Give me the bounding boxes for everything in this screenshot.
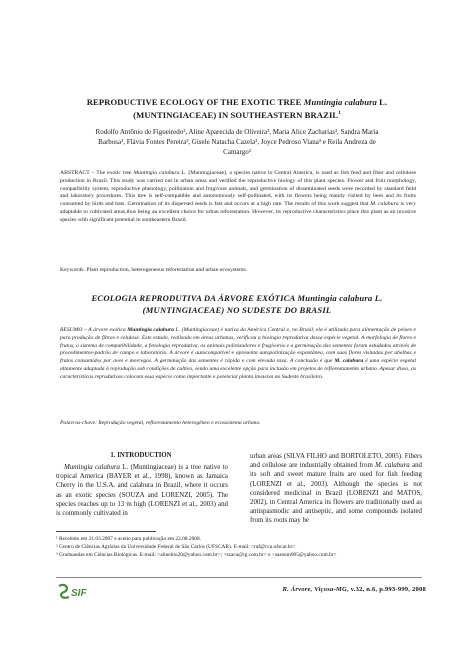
title-species: Muntingia calabura: [303, 97, 377, 107]
sif-logo-icon: [56, 582, 96, 602]
palavras-chave: Palavras-chave: Reprodução vegetal, reflorestamento heterogêneo e ecossistema urbano.: [60, 420, 261, 426]
pt-title-line-2: (MUNTINGIACEAE) NO SUDESTE DO BRASIL: [142, 305, 332, 315]
intro-left-column: [56, 463, 228, 518]
footnote: ³ Graduandas em Ciências Biológicas. E-mail: <alinebio20@yahoo.com.br>; <szaca@ig.com.br> e <saesum005@yahoo.com.br>: [56, 552, 337, 559]
portuguese-title: [40, 292, 434, 316]
resumo-species: M. calabura: [334, 358, 364, 365]
footnote: ¹ Recebido em 21.03.2007 e aceito para publicação em 22.08.2008.: [56, 536, 202, 542]
author-line: Camargo³: [223, 148, 251, 156]
author-line: Barbosa³, Flávia Fontes Pereira³, Gisele Natacha Cazela³, Joyce Pedroso Viana³ e Reila Andreza de: [98, 138, 376, 146]
resumo-text: é uma espécie vegetal altamente adaptada à reprodução sob condições de cultivo, sendo uma excelente opção para inclusão em projetos de reflorestamento urbano. Apesar disso, as características reprodutivas colocam essa espécie como importante e potencial planta invasiva no Sudeste brasileiro.: [60, 358, 416, 380]
resumo-species: Muntingia calabura: [127, 327, 174, 333]
resumo-text: L. (Muntingiaceae) é nativa da América Central e, no Brasil, ela é utilizada para alimentação de peixes e para produção de fibras e celulose. Este estudo, realizado em áreas urbanas, verificou a biologia reprodutiva dessa espécie vegetal. A morfologia de flores e frutos, o sistema de compatibilidade, a fenologia reprodutiva, os animais polinizadores e frugívoros e a germinação das sementes foram estudados através de procedimentos-padrão de campo e laboratório. A árvore é autocompatível e apresenta autopolinização espontânea, com suas flores visitadas por abelhas e frutos consumidos por aves e morcegos. A germinação das sementes é rápida e com elevada taxa. A conclusão é que: [60, 327, 416, 365]
title-text-end: L.: [376, 97, 388, 107]
footnote-divider: [56, 531, 156, 532]
pt-title-text: ECOLOGIA REPRODUTIVA DA ÁRVORE EXÓTICA: [91, 293, 298, 303]
resumo-lead: RESUMO – A árvore exótica: [60, 327, 128, 333]
abstract-species: M. calabura: [370, 201, 399, 208]
article-title: [40, 96, 434, 121]
footer-divider: [56, 577, 422, 578]
intro-species: M. calabura: [375, 462, 410, 470]
title-text: REPRODUCTIVE ECOLOGY OF THE EXOTIC TREE: [86, 97, 304, 107]
keywords: Keywords: Plant reproduction, heterogeneous reforestation and urban ecosystems.: [60, 267, 248, 273]
journal-volume: , v.32, n.6, p.993-999, 2008: [346, 586, 426, 593]
pt-title-text-end: L.: [372, 293, 383, 303]
resumo: [60, 327, 416, 382]
intro-text: and its soft and sweet mature fruits are used for fish feeding (LORENZI et al., 2003). Although the species is not considered medicinal in Brazil (LORENZI and MATOS, 2002), in Central America its flowers are traditionally used as antispasmodic and antiseptic, and some compounds isolated from its roots may be: [250, 462, 422, 525]
author-list: [40, 127, 434, 157]
abstract: [60, 170, 416, 225]
abstract-species: Muntingia calabura: [133, 170, 180, 176]
intro-species: Muntingia calabura: [64, 464, 120, 471]
intro-text: urban areas (SILVA FILHO and BORTOLETO, 2005). Fibers and cellulose are industrially obtained from: [250, 453, 422, 470]
author-line: Rodolfo Antônio de Figueiredo², Aline Aparecida de Oliveira³, Maria Alice Zacharias³, Sandra Maria: [95, 128, 379, 136]
footnote: ² Centro de Ciências Agrárias da Universidade Federal de São Carlos (UFSCAR). E-mail: <raf@cca.ufscar.br>.: [56, 544, 297, 551]
sif-logo: [56, 582, 96, 602]
pt-title-species: Muntingia calabura: [297, 293, 373, 303]
intro-right-column: [250, 452, 422, 526]
section-heading: 1. INTRODUCTION: [110, 452, 172, 459]
intro-text: L. (Muntingiaceae) is a tree native to tropical America (BAYER et al., 1998), known as Jamaica Cherry in the U.S.A. and calabura in Brazil, where it occurs as an exotic species (SOUZA and LORENZI, 2005). The species reaches up to 13 m high (LORENZI et al., 2003) and is commonly cultivated in: [56, 464, 228, 518]
footnotes: [56, 535, 426, 560]
title-line-2: (MUNTINGIACEAE) IN SOUTHEASTERN BRAZIL: [133, 109, 339, 120]
title-footnote-marker: 1: [338, 111, 341, 116]
abstract-lead: ABSTRACT – The exotic tree: [60, 170, 134, 176]
svg-text:SIF: SIF: [71, 588, 87, 599]
abstract-text: is very adaptable to cultivated areas,thus being an excellent choice for urban reforestation. However, its reproductive characteristics place this plant as an invasive species with significant potential in southeastern Brazil.: [60, 201, 416, 223]
abstract-text: L. (Muntingiaceae), a species native to Central America, is used as fish feed and fiber and cellulose production in Brazil. This study was carried out in urban areas and verified the reproductive biology of this plant species. Flower and fruit morphology, compatibility system, reproductive phenology, pollination and frugivore animals, and germination of disseminated seeds were recorded by standard field and laboratory procedures. This tree is self-compatible and autonomously self-pollinated, with its flowers being mainly visited by bees and its fruits consumed by birds and bats. Germination of its dispersed seeds is fast and occurs at a high rate. The results of this work suggest that: [60, 170, 416, 208]
journal-name: R. Árvore, Viçosa-MG: [282, 586, 347, 593]
journal-citation: [250, 586, 426, 593]
